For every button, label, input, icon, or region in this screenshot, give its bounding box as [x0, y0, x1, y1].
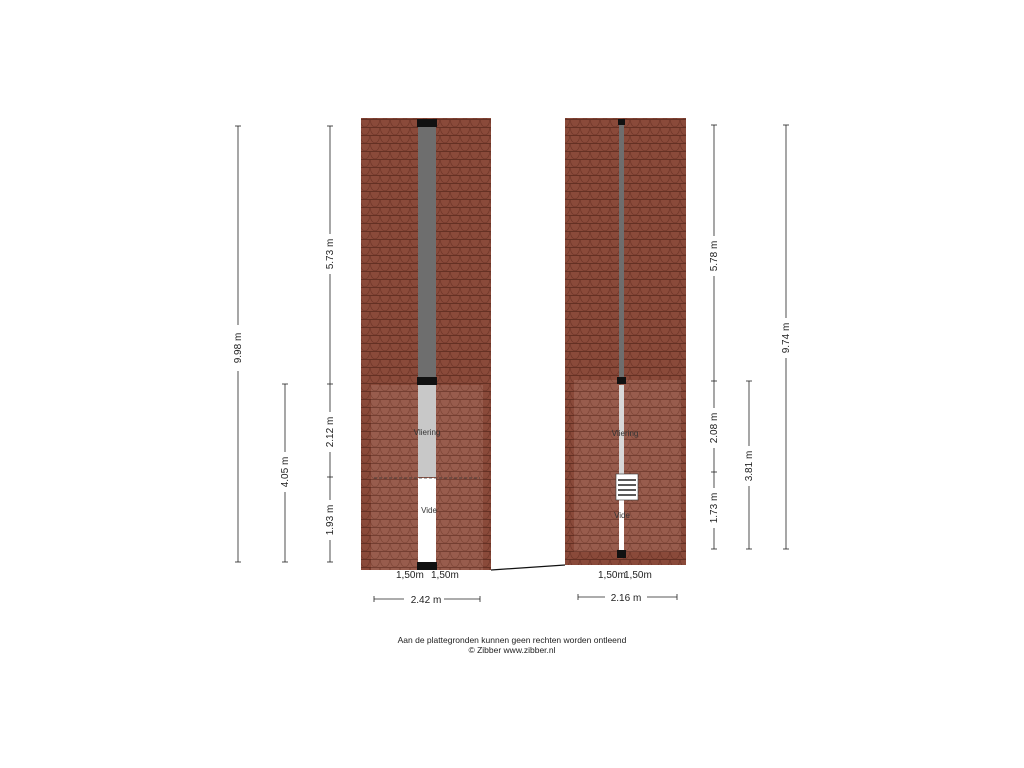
right-vliering-height: 2.08 m — [709, 412, 720, 444]
right-ridge-cap-mid — [617, 377, 626, 384]
right-vide-height: 1.73 m — [709, 492, 720, 524]
left-room-vide: Vide — [421, 506, 437, 515]
right-lower-height: 3.81 m — [744, 450, 755, 482]
right-attic-zone — [574, 380, 681, 552]
right-roof — [565, 118, 686, 581]
right-ridge-cap-top — [618, 119, 625, 125]
right-ridge-cap-bottom — [617, 550, 626, 558]
left-ridge-cap-mid — [417, 377, 437, 385]
left-ridge-cap-top — [417, 119, 437, 127]
left-total-height: 9.98 m — [233, 332, 244, 364]
right-half-label-right: 1,50m — [624, 570, 652, 581]
left-ridge-upper — [418, 124, 436, 379]
right-room-vliering: Vliering — [611, 429, 639, 438]
left-vide-height: 1.93 m — [325, 504, 336, 536]
left-vliering-height: 2.12 m — [325, 416, 336, 448]
stair-icon — [616, 474, 638, 500]
left-roof — [361, 118, 491, 581]
left-half-label-right: 1,50m — [431, 570, 459, 581]
left-ridge-cap-bottom — [417, 562, 437, 570]
left-upper-height: 5.73 m — [325, 238, 336, 270]
footer-copyright: © Zibber www.zibber.nl — [468, 645, 556, 655]
eave-connector — [491, 565, 565, 570]
right-width: 2.16 m — [610, 593, 642, 604]
left-half-label-left: 1,50m — [396, 570, 424, 581]
right-room-vide: Vide — [614, 511, 630, 520]
left-room-vliering: Vliering — [413, 428, 441, 437]
right-total-height: 9.74 m — [781, 322, 792, 354]
footer-disclaimer: Aan de plattegronden kunnen geen rechten worden ontleend — [397, 635, 627, 645]
right-ridge-upper — [619, 124, 624, 377]
left-ridge-vide — [418, 478, 436, 564]
right-upper-height: 5.78 m — [709, 240, 720, 272]
left-lower-height: 4.05 m — [280, 456, 291, 488]
left-width: 2.42 m — [410, 595, 442, 606]
right-half-label-left: 1,50m — [598, 570, 626, 581]
